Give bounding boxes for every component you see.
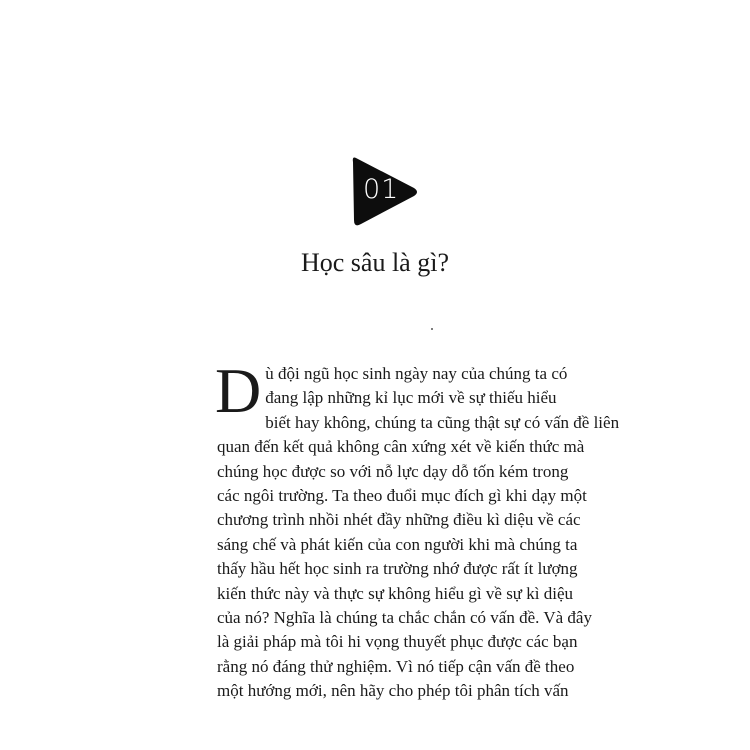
body-paragraph — [215, 355, 620, 703]
text-line: chương trình nhồi nhét đầy những điều kì diệu về các — [217, 510, 581, 530]
text-line: sáng chế và phát kiến của con người khi mà chúng ta — [217, 534, 578, 554]
chapter-marker — [348, 152, 428, 232]
text-line: ù đội ngũ học sinh ngày nay của chúng ta có — [265, 364, 568, 383]
text-line: quan đến kết quả không cân xứng xét về kiến thức mà — [217, 437, 585, 457]
text-line: một hướng mới, nên hãy cho phép tôi phân tích vấn — [217, 681, 569, 701]
text-line: biết hay không, chúng ta cũng thật sự có vấn đề liên — [265, 412, 620, 432]
print-speck — [431, 328, 433, 330]
text-line: các ngôi trường. Ta theo đuổi mục đích gì khi dạy một — [217, 485, 587, 505]
text-line: đang lập những kỉ lục mới về sự thiếu hiểu — [265, 388, 557, 408]
text-line: chúng học được so với nỗ lực dạy dỗ tốn kém trong — [217, 461, 569, 481]
chapter-title: Học sâu là gì? — [300, 248, 449, 277]
drop-cap: D — [215, 355, 262, 426]
text-line: rằng nó đáng thử nghiệm. Vì nó tiếp cận vấn đề theo — [217, 656, 575, 676]
text-line: là giải pháp mà tôi hi vọng thuyết phục được các bạn — [217, 632, 578, 652]
text-line: thấy hầu hết học sinh ra trường nhớ được rất ít lượng — [217, 559, 578, 579]
text-line: của nó? Nghĩa là chúng ta chắc chắn có vấn đề. Và đây — [217, 607, 592, 627]
chapter-number: 01 — [363, 174, 400, 205]
text-line: kiến thức này và thực sự không hiểu gì về sự kì diệu — [217, 583, 574, 603]
